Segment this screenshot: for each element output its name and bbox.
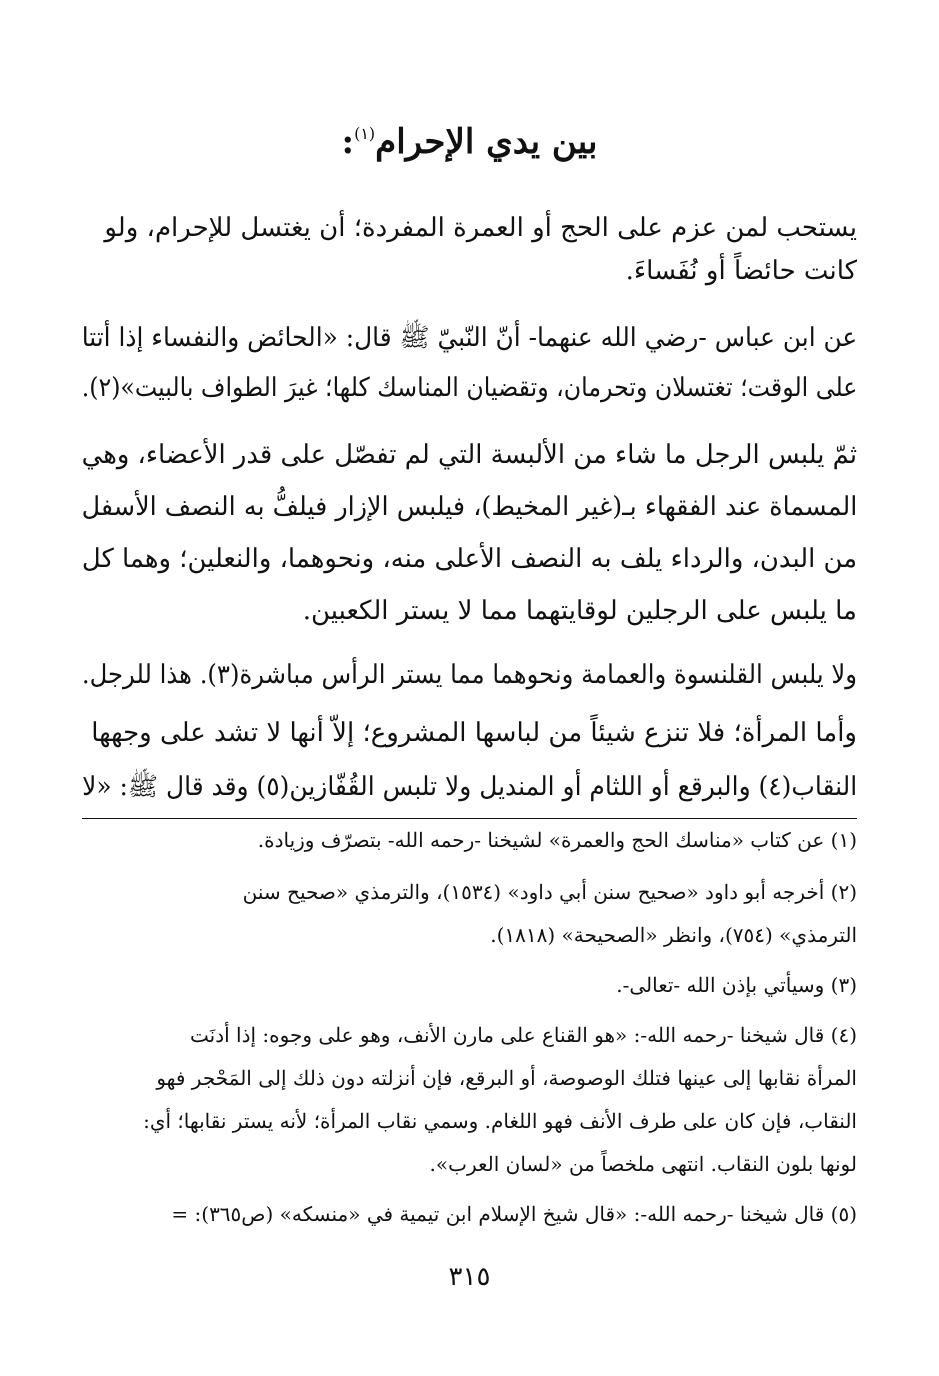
footnote-5: (٥) قال شيخنا -رحمه الله-: «قال شيخ الإسلام ابن تيمية في «منسكه» (ص٣٦٥): = (171, 1202, 857, 1226)
body-line-9: ولا يلبس القلنسوة والعمامة ونحوهما مما يستر الرأس مباشرة(٣). هذا للرجل. (81, 660, 858, 690)
footnote-separator (82, 818, 857, 819)
body-line-5: ثمّ يلبس الرجل ما شاء من الألبسة التي لم تفصّل على قدر الأعضاء، وهي (81, 440, 857, 470)
footnote-3: (٣) وسيأتي بإذن الله -تعالى-. (616, 973, 857, 997)
body-line-10: وأما المرأة؛ فلا تنزع شيئاً من لباسها المشروع؛ إلاّ أنها لا تشد على وجهها (91, 718, 857, 748)
section-title (0, 122, 939, 162)
footnote-4-line-3: النقاب، فإن كان على طرف الأنف فهو اللغام. وسمي نقاب المرأة؛ لأنه يستر نقابها؛ أي: (143, 1109, 857, 1133)
footnote-1: (١) عن كتاب «مناسك الحج والعمرة» لشيخنا -رحمه الله- بتصرّف وزيادة. (257, 828, 857, 852)
footnote-4-line-1: (٤) قال شيخنا -رحمه الله-: «هو القناع على مارن الأنف، وهو على وجوه: إذا أدنَت (190, 1023, 857, 1047)
body-line-11: النقاب(٤) والبرقع أو اللثام أو المنديل ولا تلبس القُفّازين(٥) وقد قال ﷺ: «لا (82, 772, 857, 802)
page-number: ٣١٥ (448, 1262, 491, 1292)
title-text: بين يدي الإحرام (375, 122, 598, 162)
body-line-6: المسماة عند الفقهاء بـ(غير المخيط)، فيلبس الإزار فيلفُّ به النصف الأسفل (81, 492, 857, 522)
footnote-2-line-2: الترمذي» (٧٥٤)، وانظر «الصحيحة» (١٨١٨). (490, 923, 857, 947)
title-footnote-ref: (١) (354, 124, 376, 143)
body-line-7: من البدن، والرداء يلف به النصف الأعلى منه، ونحوهما، والنعلين؛ وهما كل (81, 544, 857, 574)
body-line-3: عن ابن عباس -رضي الله عنهما- أنّ النّبيّ ﷺ قال: «الحائض والنفساء إذا أتتا (81, 323, 857, 353)
body-line-4: على الوقت؛ تغتسلان وتحرمان، وتقضيان المناسك كلها؛ غيرَ الطواف بالبيت»(٢). (81, 373, 858, 403)
body-line-1: يستحب لمن عزم على الحج أو العمرة المفردة؛ أن يغتسل للإحرام، ولو (104, 213, 857, 243)
footnote-2-line-1: (٢) أخرجه أبو داود «صحيح سنن أبي داود» (١٥٣٤)، والترمذي «صحيح سنن (242, 880, 857, 904)
body-line-2: كانت حائضاً أو نُفَساءَ. (625, 256, 857, 286)
footnote-4-line-2: المرأة نقابها إلى عينها فتلك الوصوصة، أو البرقع، فإن أنزلته دون ذلك إلى المَحْجر فهو (156, 1066, 857, 1090)
body-line-8: ما يلبس على الرجلين لوقايتهما مما لا يستر الكعبين. (302, 596, 857, 626)
title-colon: : (341, 122, 355, 162)
footnote-4-line-4: لونها بلون النقاب. انتهى ملخصاً من «لسان العرب». (429, 1152, 857, 1176)
